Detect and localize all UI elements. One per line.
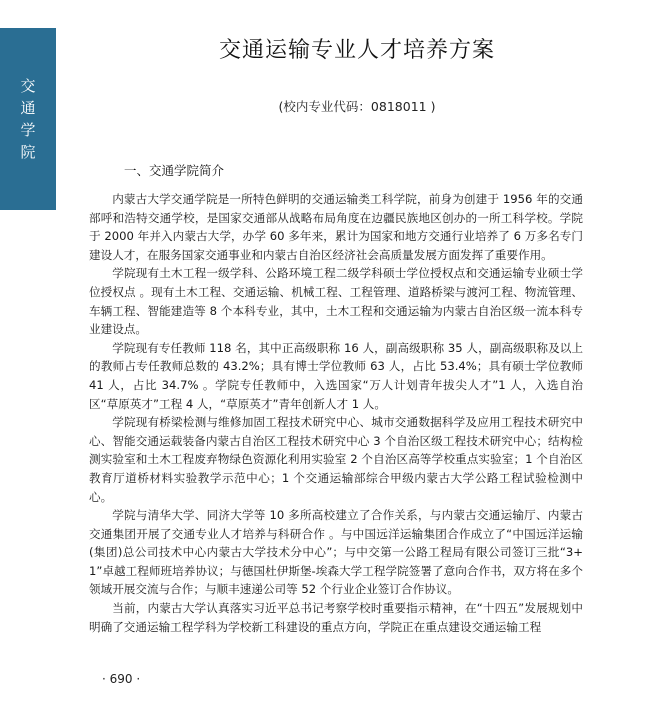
side-tab-char: 通 [20, 99, 36, 117]
paragraph: 内蒙古大学交通学院是一所特色鲜明的交通运输类工科学院，前身为创建于 1956 年的交通部呼和浩特交通学校，是国家交通部从战略布局角度在边疆民族地区创办的一所工科学校。学院于 2000 年并入内蒙古大学，办学 60 多年来，累计为国家和地方交通行业培养了 6 万多名专门建设人才，在服务国家交通事业和内蒙古自治区经济社会高质量发展方面发挥了重要作用。 [89, 192, 583, 262]
program-code: (校内专业代码：0818011 ) [278, 99, 436, 114]
body-text [89, 190, 583, 636]
paragraph: 学院现有桥梁检测与维修加固工程技术研究中心、城市交通数据科学及应用工程技术研究中心、智能交通运载装备内蒙古自治区工程技术研究中心 3 个自治区级工程技术研究中心；结构检测实验室和土木工程废弃物绿色资源化利用实验室 2 个自治区高等学校重点实验室；1 个自治区教育厅道桥材料实验教学示范中心；1 个交通运输部综合甲级内蒙古大学公路工程试验检测中心。 [89, 415, 583, 504]
side-tab-char: 院 [20, 143, 36, 161]
side-tab-char: 交 [20, 77, 36, 95]
document-title: 交通运输专业人才培养方案 [218, 38, 495, 63]
paragraph: 学院现有专任教师 118 名，其中正高级职称 16 人，副高级职称 35 人，副高级职称及以上的教师占专任教师总数的 43.2%；具有博士学位教师 63 人，占比 53.4%；具有硕士学位教师 41 人，占比 34.7% 。学院专任教师中，入选国家“万人计划青年拔尖人才”1 人，入选自治区“草原英才”工程 4 人，“草原英才”青年创新人才 1 人。 [89, 340, 583, 411]
paragraph: 当前，内蒙古大学认真落实习近平总书记考察学校时重要指示精神，在“十四五”发展规划中明确了交通运输工程学科为学校新工科建设的重点方向，学院正在重点建设交通运输工程 [89, 601, 583, 634]
page-number: · 690 · [102, 672, 141, 686]
paragraph: 学院与清华大学、同济大学等 10 多所高校建立了合作关系，与内蒙古交通运输厅、内蒙古交通集团开展了交通专业人才培养与科研合作 。与中国远洋运输集团合作成立了“中国远洋运输(集团)总公司技术中心内蒙古大学技术分中心”；与中交第一公路工程局有限公司签订三批“3+ 1”卓越工程师班培养协议；与德国杜伊斯堡-埃森大学工程学院签署了意向合作书，双方将在多个领域开展交流与合作；与顺丰速递公司等 52 个行业企业签订合作协议。 [89, 508, 583, 597]
section-heading: 一、交通学院简介 [124, 163, 225, 178]
chapter-side-tab [0, 28, 56, 210]
side-tab-char: 学 [20, 121, 36, 139]
paragraph: 学院现有土木工程一级学科、公路环境工程二级学科硕士学位授权点和交通运输专业硕士学位授权点 。现有土木工程、交通运输、机械工程、工程管理、道路桥梁与渡河工程、物流管理、车辆工程、智能建造等 8 个本科专业，其中，土木工程和交通运输为内蒙古自治区级一流本科专业建设点。 [89, 266, 583, 337]
